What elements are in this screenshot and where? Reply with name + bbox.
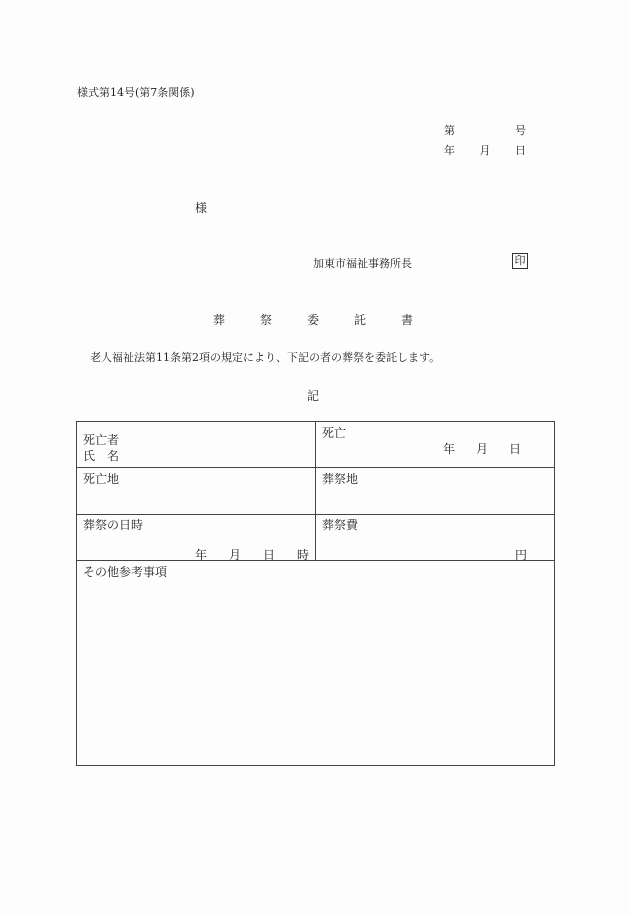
funeral-datetime-day: 日 (262, 548, 275, 562)
issue-number (444, 122, 526, 138)
deceased-name-sublabel: 氏 名 (83, 449, 120, 463)
seal-mark: 印 (512, 253, 528, 269)
form-number: 様式第14号(第7条関係) (77, 86, 195, 99)
record-table (76, 421, 555, 766)
funeral-datetime-hour: 時 (296, 548, 309, 562)
death-date-year: 年 (443, 442, 456, 456)
funeral-cost-label: 葬祭費 (322, 518, 359, 532)
death-place-label: 死亡地 (83, 472, 120, 486)
title-char: 委 (306, 313, 319, 327)
death-date-day: 日 (508, 442, 521, 456)
issuer-name: 加東市福祉事務所長 (313, 257, 412, 270)
ki-label: 記 (307, 389, 320, 403)
issue-number-dai: 第 (444, 124, 455, 137)
funeral-datetime-year: 年 (195, 548, 208, 562)
title-char: 託 (353, 313, 366, 327)
funeral-datetime-label: 葬祭の日時 (83, 518, 144, 532)
title-char: 葬 (213, 313, 226, 327)
issue-date-month: 月 (479, 144, 491, 157)
recipient-honorific: 様 (195, 201, 208, 215)
table-divider (77, 560, 554, 561)
issue-date-year: 年 (444, 144, 455, 157)
table-column-divider (315, 422, 316, 560)
deceased-name-label: 死亡者 (83, 433, 120, 447)
death-date-fields (443, 440, 521, 457)
title-char: 書 (400, 313, 413, 327)
other-notes-label: その他参考事項 (83, 565, 168, 579)
death-date-label: 死亡 (322, 426, 347, 440)
funeral-datetime-fields (195, 546, 309, 563)
funeral-cost-unit: 円 (515, 548, 528, 562)
document-title (213, 311, 413, 328)
issue-number-go: 号 (515, 124, 526, 137)
issue-date (444, 142, 526, 158)
issue-date-day: 日 (515, 144, 526, 157)
funeral-place-label: 葬祭地 (322, 472, 359, 486)
death-date-month: 月 (475, 442, 488, 456)
title-char: 祭 (259, 313, 272, 327)
body-text: 老人福祉法第11条第2項の規定により、下記の者の葬祭を委託します。 (90, 351, 441, 364)
funeral-datetime-month: 月 (228, 548, 241, 562)
